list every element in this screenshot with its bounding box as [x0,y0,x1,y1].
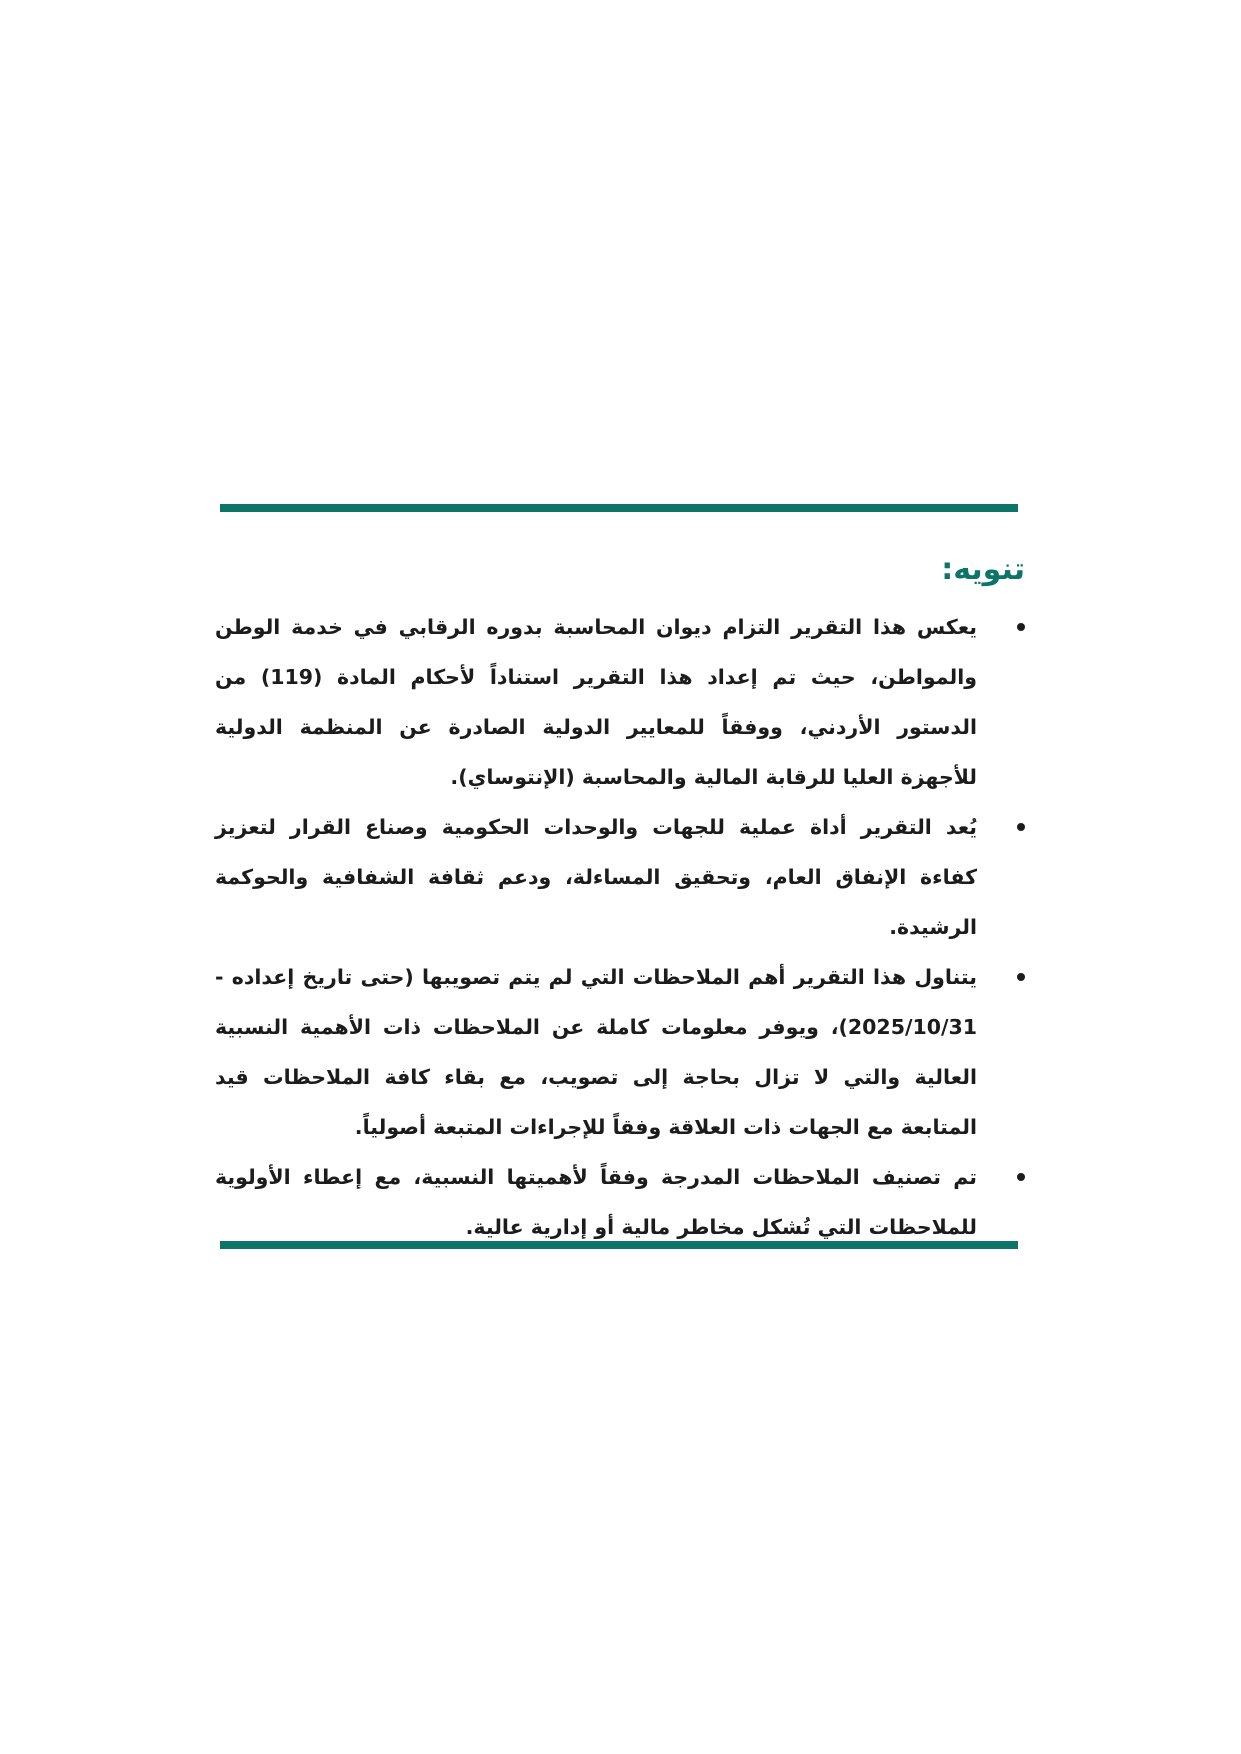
notice-item-text: يُعد التقرير أداة عملية للجهات والوحدات الحكومية وصناع القرار لتعزيز كفاءة الإنفاق العام، وتحقيق المساءلة، ودعم ثقافة الشفافية والحوكمة الرشيدة. [215,815,977,939]
bottom-divider [220,1241,1018,1249]
bullet-icon [1017,973,1025,981]
notice-item [215,802,1025,952]
bullet-icon [1017,1173,1025,1181]
notice-item [215,602,1025,802]
notice-item-text: يعكس هذا التقرير التزام ديوان المحاسبة بدوره الرقابي في خدمة الوطن والمواطن، حيث تم إعداد هذا التقرير استناداً لأحكام المادة (119) من الدستور الأردني، ووفقاً للمعايير الدولية الصادرة عن المنظمة الدولية للأجهزة العليا للرقابة المالية والمحاسبة (الإنتوساي). [215,615,977,789]
notice-section [215,548,1025,1252]
top-divider [220,504,1018,512]
notice-item-text: تم تصنيف الملاحظات المدرجة وفقاً لأهميتها النسبية، مع إعطاء الأولوية للملاحظات التي تُشكل مخاطر مالية أو إدارية عالية. [215,1165,977,1239]
notice-item [215,1152,1025,1252]
notice-item [215,952,1025,1152]
notice-title: تنويه: [941,552,1025,587]
bullet-icon [1017,823,1025,831]
notice-item-text: يتناول هذا التقرير أهم الملاحظات التي لم يتم تصويبها (حتى تاريخ إعداده - 2025/10/31)، ويوفر معلومات كاملة عن الملاحظات ذات الأهمية النسبية العالية والتي لا تزال بحاجة إلى تصويب، مع بقاء كافة الملاحظات قيد المتابعة مع الجهات ذات العلاقة وفقاً للإجراءات المتبعة أصولياً. [215,965,977,1139]
notice-list [215,602,1025,1252]
bullet-icon [1017,623,1025,631]
